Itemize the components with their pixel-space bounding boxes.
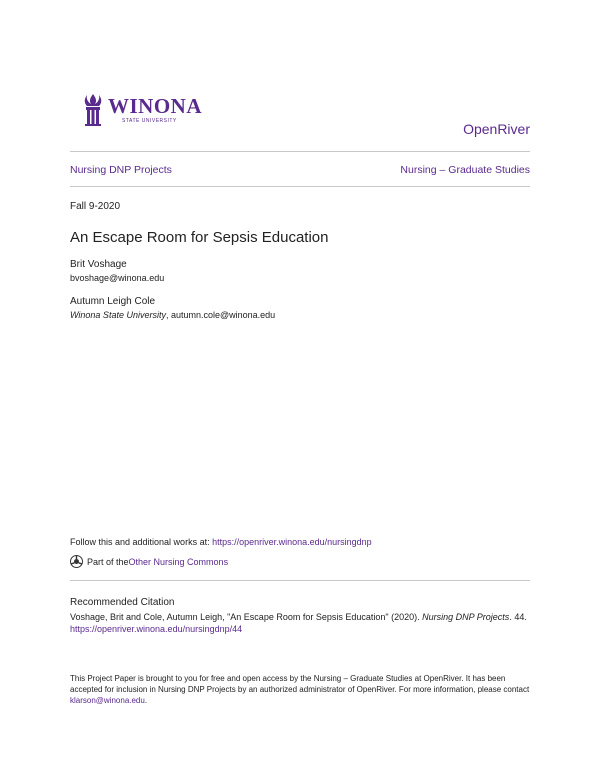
- author-email: bvoshage@winona.edu: [70, 273, 165, 283]
- author-email: autumn.cole@winona.edu: [170, 310, 276, 320]
- access-notice: [70, 673, 530, 706]
- contact-email-link[interactable]: klarson@winona.edu: [70, 696, 145, 705]
- follow-label: Follow this and additional works at:: [70, 537, 213, 547]
- winona-flame-icon: [80, 92, 106, 128]
- logo-wordmark: WINONA: [108, 94, 203, 118]
- follow-url-link[interactable]: https://openriver.winona.edu/nursingdnp: [212, 537, 372, 547]
- access-notice-text: This Project Paper is brought to you for free and open access by the Nursing – Graduate Studies at OpenRiver. It has been accepted for inclusion in Nursing DNP Projects by an authorized administrator of OpenRiver. For more information, please contact: [70, 674, 530, 694]
- citation-text: Voshage, Brit and Cole, Autumn Leigh, "An Escape Room for Sepsis Education" (2020).: [70, 612, 423, 622]
- repository-name[interactable]: OpenRiver: [463, 121, 530, 137]
- top-divider: [70, 151, 530, 152]
- header-divider: [70, 186, 530, 187]
- citation-series: Nursing DNP Projects: [422, 612, 510, 622]
- citation-divider: [70, 580, 530, 581]
- access-notice-end: .: [144, 696, 148, 705]
- follow-line: [70, 537, 372, 547]
- department-link[interactable]: Nursing – Graduate Studies: [400, 164, 530, 176]
- author-affiliation: Winona State University: [70, 310, 166, 320]
- author-name: Brit Voshage: [70, 259, 127, 270]
- publication-date: Fall 9-2020: [70, 201, 121, 212]
- part-of-line: [70, 555, 228, 568]
- winona-logo: [80, 92, 203, 128]
- citation-heading: Recommended Citation: [70, 597, 175, 608]
- document-title: An Escape Room for Sepsis Education: [70, 229, 329, 246]
- part-of-label: Part of the: [87, 556, 129, 567]
- citation-number: . 44.: [509, 612, 527, 622]
- logo-subtitle: STATE UNIVERSITY: [122, 118, 177, 124]
- other-nursing-commons-link[interactable]: Other Nursing Commons: [128, 556, 229, 567]
- series-link[interactable]: Nursing DNP Projects: [70, 164, 172, 176]
- author-affiliation-line: Winona State University, autumn.cole@winona.edu: [70, 310, 276, 320]
- citation-url-link[interactable]: https://openriver.winona.edu/nursingdnp/44: [70, 624, 243, 634]
- author-name: Autumn Leigh Cole: [70, 296, 156, 307]
- network-icon: [70, 555, 83, 568]
- citation-block: [70, 611, 530, 635]
